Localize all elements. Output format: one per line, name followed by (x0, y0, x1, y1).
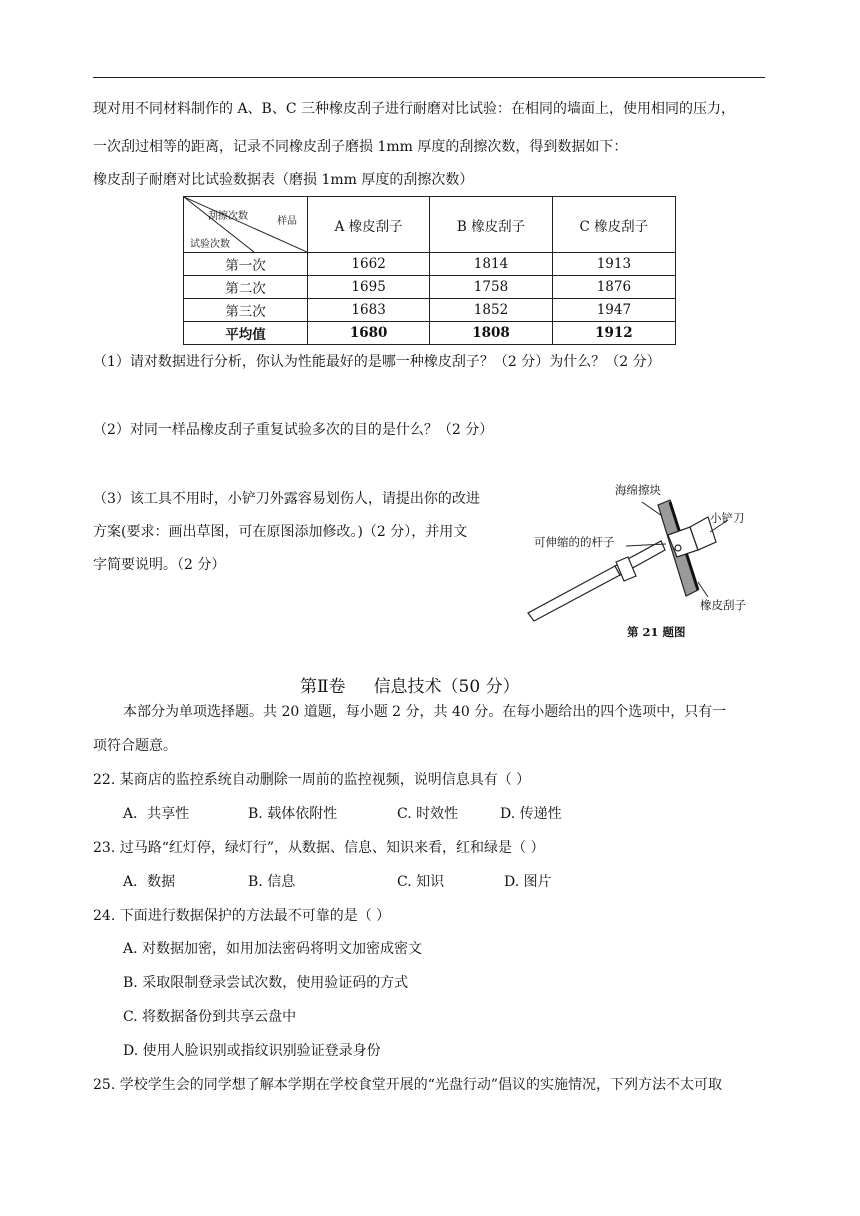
question-24-option-b: B. 采取限制登录尝试次数，使用验证码的方式 (123, 975, 409, 991)
row-label: 第二次 (184, 276, 308, 299)
test-data-table (183, 196, 676, 345)
table-cell: 1876 (552, 276, 675, 299)
section-desc-line-2: 项符合题意。 (93, 738, 177, 754)
table-row (184, 276, 676, 299)
table-cell: 1680 (308, 322, 430, 345)
column-header-a: A 橡皮刮子 (308, 197, 430, 253)
table-header-row (184, 197, 676, 253)
corner-label-top: 刮擦次数 (208, 211, 248, 222)
section-desc-line-1: 本部分为单项选择题。共 20 道题，每小题 2 分，共 40 分。在每小题给出的四个选项中，只有一 (123, 704, 727, 720)
question-24-stem: 24. 下面进行数据保护的方法最不可靠的是（ ） (93, 908, 391, 924)
row-label: 第一次 (184, 253, 308, 276)
table-row (184, 253, 676, 276)
intro-line-1: 现对用不同材料制作的 A、B、C 三种橡皮刮子进行耐磨对比试验：在相同的墙面上，使用相同的压力， (93, 101, 736, 117)
corner-label-right: 样品 (277, 216, 297, 227)
section-heading (300, 672, 520, 697)
table-corner-cell (184, 197, 308, 253)
table-cell: 1912 (552, 322, 675, 345)
scraper-figure (520, 480, 770, 645)
label-blade: 小铲刀 (710, 511, 745, 525)
option-d: D. 传递性 (500, 806, 562, 822)
option-b: B. 载体依附性 (248, 806, 338, 822)
row-label: 平均值 (184, 322, 308, 345)
table-average-row (184, 322, 676, 345)
label-sponge: 海绵擦块 (615, 483, 661, 497)
question-24-option-c: C. 将数据备份到共享云盘中 (123, 1009, 297, 1025)
question-22-stem: 22. 某商店的监控系统自动删除一周前的监控视频，说明信息具有（ ） (93, 772, 531, 788)
question-3-line-3: 字简要说明。（2 分） (93, 557, 226, 573)
column-header-b: B 橡皮刮子 (430, 197, 553, 253)
table-cell: 1695 (308, 276, 430, 299)
scraper-drawing (520, 480, 770, 645)
question-24-option-a: A. 对数据加密，如用加法密码将明文加密成密文 (123, 941, 423, 957)
table-cell: 1852 (430, 299, 553, 322)
section-subtitle: 信息技术（50 分） (373, 677, 520, 697)
label-rod: 可伸缩的的杆子 (534, 535, 615, 549)
table-cell: 1683 (308, 299, 430, 322)
table-title: 橡皮刮子耐磨对比试验数据表（磨损 1mm 厚度的刮擦次数） (93, 172, 474, 188)
row-label: 第三次 (184, 299, 308, 322)
header-rule (93, 77, 765, 78)
figure-caption: 第 21 题图 (627, 625, 686, 639)
question-23-stem: 23. 过马路“红灯停，绿灯行”，从数据、信息、知识来看，红和绿是（ ） (93, 840, 545, 856)
section-title: 第Ⅱ卷 (300, 677, 346, 697)
table-cell: 1662 (308, 253, 430, 276)
label-scraper: 橡皮刮子 (700, 598, 746, 612)
option-c: C. 时效性 (397, 806, 459, 822)
question-23-options (123, 872, 552, 892)
option-a: A．共享性 (123, 806, 190, 822)
option-d: D. 图片 (504, 874, 552, 890)
table-cell: 1758 (430, 276, 553, 299)
column-header-c: C 橡皮刮子 (552, 197, 675, 253)
question-1: （1）请对数据进行分析，你认为性能最好的是哪一种橡皮刮子？（2 分）为什么？（2 分） (93, 354, 661, 370)
option-b: B. 信息 (248, 874, 296, 890)
table-row (184, 299, 676, 322)
table-cell: 1947 (552, 299, 675, 322)
option-a: A．数据 (123, 874, 176, 890)
question-3-line-1: （3）该工具不用时，小铲刀外露容易划伤人，请提出你的改进 (93, 491, 480, 507)
question-25-stem: 25. 学校学生会的同学想了解本学期在学校食堂开展的“光盘行动”倡议的实施情况，下列方法不太可取 (93, 1077, 723, 1093)
option-c: C. 知识 (397, 874, 445, 890)
question-22-options (123, 804, 562, 824)
table-cell: 1808 (430, 322, 553, 345)
question-24-option-d: D. 使用人脸识别或指纹识别验证登录身份 (123, 1043, 381, 1059)
question-2: （2）对同一样品橡皮刮子重复试验多次的目的是什么？（2 分） (93, 422, 494, 438)
corner-label-bottom: 试验次数 (190, 239, 230, 250)
table-cell: 1814 (430, 253, 553, 276)
table-cell: 1913 (552, 253, 675, 276)
intro-line-2: 一次刮过相等的距离，记录不同橡皮刮子磨损 1mm 厚度的刮擦次数，得到数据如下： (93, 139, 628, 155)
question-3-line-2: 方案(要求：画出草图，可在原图添加修改。)（2 分），并用文 (93, 524, 468, 540)
